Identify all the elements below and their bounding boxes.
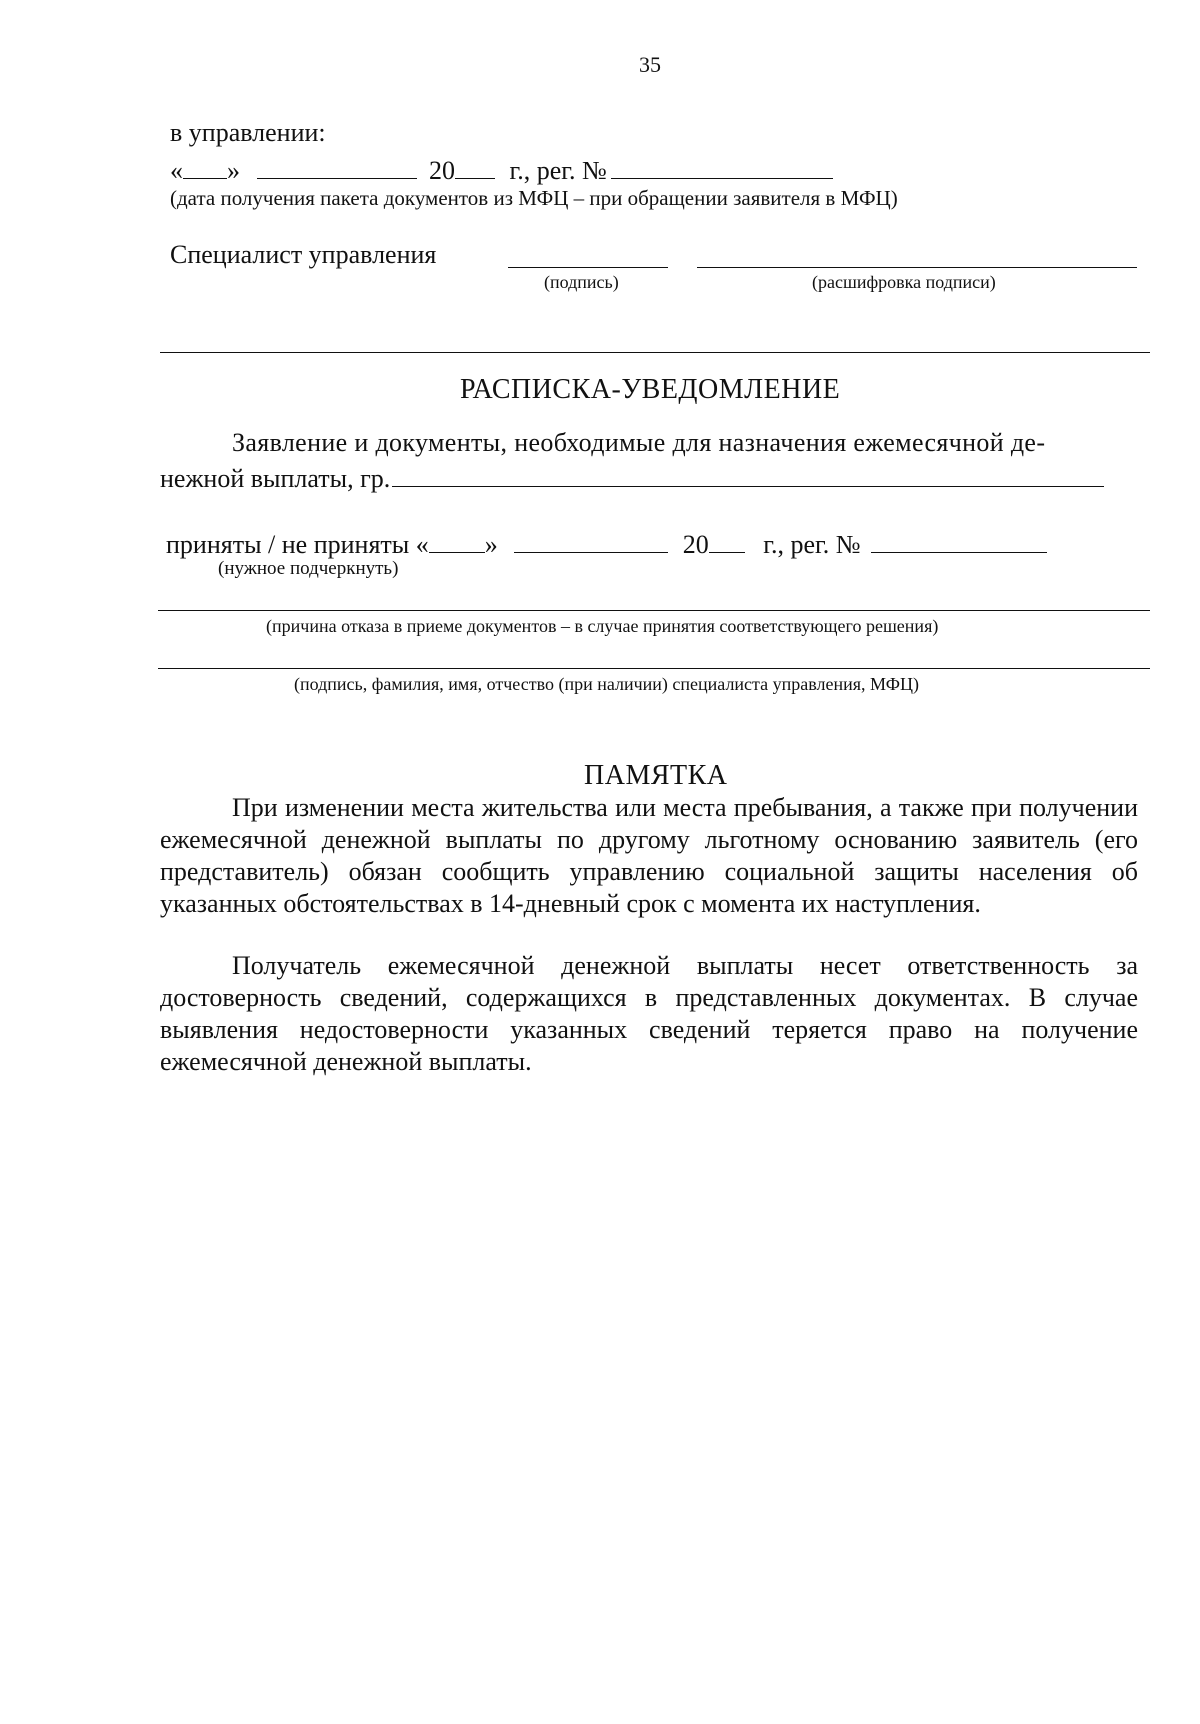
specialist-caption: (подпись, фамилия, имя, отчество (при наличии) специалиста управления, МФЦ) — [294, 674, 920, 694]
accepted-close-quote: » — [484, 530, 498, 559]
received-label: в управлении: — [170, 118, 326, 147]
signature-decode-caption: (расшифровка подписи) — [812, 272, 996, 292]
citizen-prefix: нежной выплаты, гр. — [160, 464, 391, 493]
underline-note: (нужное подчеркнуть) — [218, 558, 399, 579]
year-prefix: 20 — [429, 156, 455, 185]
receipt-line-1: Заявление и документы, необходимые для назначения ежемесячной де- — [232, 428, 1046, 457]
year-field[interactable] — [455, 152, 495, 179]
accepted-line — [166, 526, 1047, 560]
refusal-caption: (причина отказа в приеме документов – в случае принятия соответствующего решения) — [266, 616, 939, 636]
date-open-quote: « — [170, 156, 183, 185]
accepted-reg-label: г., рег. № — [763, 530, 861, 559]
accepted-day-field[interactable] — [429, 526, 485, 553]
specialist-signature-line[interactable] — [158, 668, 1150, 669]
day-field[interactable] — [183, 152, 227, 179]
signature-decode-line[interactable] — [697, 267, 1137, 268]
section-divider — [160, 352, 1150, 353]
month-field[interactable] — [257, 152, 417, 179]
receipt-title: РАСПИСКА-УВЕДОМЛЕНИЕ — [460, 374, 841, 405]
refusal-reason-line[interactable] — [158, 610, 1150, 611]
accepted-month-field[interactable] — [514, 526, 668, 553]
accepted-year-field[interactable] — [709, 526, 745, 553]
citizen-name-field[interactable] — [392, 460, 1104, 487]
received-date-line — [170, 152, 833, 186]
signature-caption: (подпись) — [544, 272, 619, 292]
date-close-quote: » — [227, 156, 240, 185]
memo-paragraph-2: Получатель ежемесячной денежной выплаты несет ответственность за достоверность сведений, содержащихся в представленных документах. В случае выявления недостоверности указанных сведений теряется право на получение ежемесячной денежной выплаты. — [160, 951, 1138, 1076]
date-note: (дата получения пакета документов из МФЦ – при обращении заявителя в МФЦ) — [170, 186, 898, 210]
signature-line[interactable] — [508, 267, 668, 268]
reg-number-field[interactable] — [611, 152, 833, 179]
accepted-year-prefix: 20 — [682, 530, 709, 559]
accepted-reg-number-field[interactable] — [871, 526, 1047, 553]
page-number: 35 — [639, 52, 661, 77]
memo-paragraph-1: При изменении места жительства или места пребывания, а также при получении ежемесячной денежной выплаты по другому льготному основанию заявитель (его представитель) обязан сообщить управлению социальной защиты населения об указанных обстоятельствах в 14-дневный срок с момента их наступления. — [160, 793, 1138, 918]
accepted-label: приняты / не приняты « — [166, 530, 429, 559]
memo-title: ПАМЯТКА — [584, 760, 728, 791]
reg-label: г., рег. № — [509, 156, 607, 185]
specialist-label: Специалист управления — [170, 240, 437, 269]
receipt-line-2 — [160, 460, 1104, 494]
